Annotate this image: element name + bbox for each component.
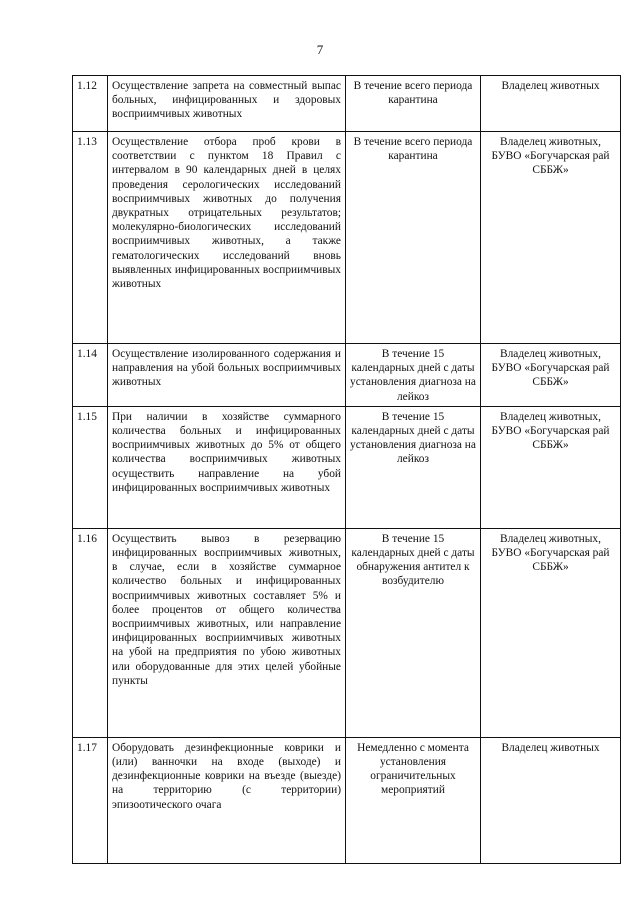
measure-description: Осуществление отбора проб крови в соответствии с пунктом 18 Правил с интервалом в 90 календарных дней в целях проведения серологических исследований восприимчивых животных до получения двукратных отрицательных результатов; молекулярно-биологических исследований восприимчивых животных, а также гематологических исследований вновь выявленных инфицированных восприимчивых животных (108, 132, 346, 344)
measure-term: В течение 15 календарных дней с даты установления диагноза на лейкоз (346, 344, 481, 407)
measure-description: Оборудовать дезинфекционные коврики и (или) ванночки на входе (выходе) и дезинфекционные коврики на въезде (выезде) на территорию (с территории) эпизоотического очага (108, 737, 346, 863)
table-row (73, 737, 621, 863)
measures-table (72, 75, 621, 864)
row-number: 1.12 (73, 76, 108, 132)
measure-responsible: Владелец животных (481, 737, 621, 863)
measure-description: Осуществить вывоз в резервацию инфицированных восприимчивых животных, в случае, если в хозяйстве суммарное количество больных и инфицированных восприимчивых животных составляет 5% и более процентов от общего количества восприимчивых животных, или направление инфицированных восприимчивых животных на убой на предприятия по убою животных или оборудованные для этих целей убойные пункты (108, 528, 346, 737)
measure-responsible: Владелец животных, БУВО «Богучарская рай СББЖ» (481, 132, 621, 344)
measure-responsible: Владелец животных (481, 76, 621, 132)
measure-responsible: Владелец животных, БУВО «Богучарская рай СББЖ» (481, 344, 621, 407)
row-number: 1.15 (73, 406, 108, 528)
row-number: 1.14 (73, 344, 108, 407)
measure-term: Немедленно с момента установления ограничительных мероприятий (346, 737, 481, 863)
measure-responsible: Владелец животных, БУВО «Богучарская рай СББЖ» (481, 528, 621, 737)
measure-term: В течение 15 календарных дней с даты обнаружения антител к возбудителю (346, 528, 481, 737)
table-row (73, 344, 621, 407)
row-number: 1.13 (73, 132, 108, 344)
table-row (73, 76, 621, 132)
measure-responsible: Владелец животных, БУВО «Богучарская рай СББЖ» (481, 406, 621, 528)
table-row (73, 132, 621, 344)
table-row (73, 406, 621, 528)
measure-term: В течение 15 календарных дней с даты установления диагноза на лейкоз (346, 406, 481, 528)
measure-description: При наличии в хозяйстве суммарного количества больных и инфицированных восприимчивых животных до 5% от общего количества восприимчивых животных осуществить направление на убой инфицированных восприимчивых животных (108, 406, 346, 528)
measure-description: Осуществление изолированного содержания и направления на убой больных восприимчивых животных (108, 344, 346, 407)
measure-term: В течение всего периода карантина (346, 76, 481, 132)
row-number: 1.17 (73, 737, 108, 863)
measure-term: В течение всего периода карантина (346, 132, 481, 344)
table-row (73, 528, 621, 737)
page-number: 7 (316, 42, 324, 57)
row-number: 1.16 (73, 528, 108, 737)
measure-description: Осуществление запрета на совместный выпас больных, инфицированных и здоровых восприимчивых животных (108, 76, 346, 132)
